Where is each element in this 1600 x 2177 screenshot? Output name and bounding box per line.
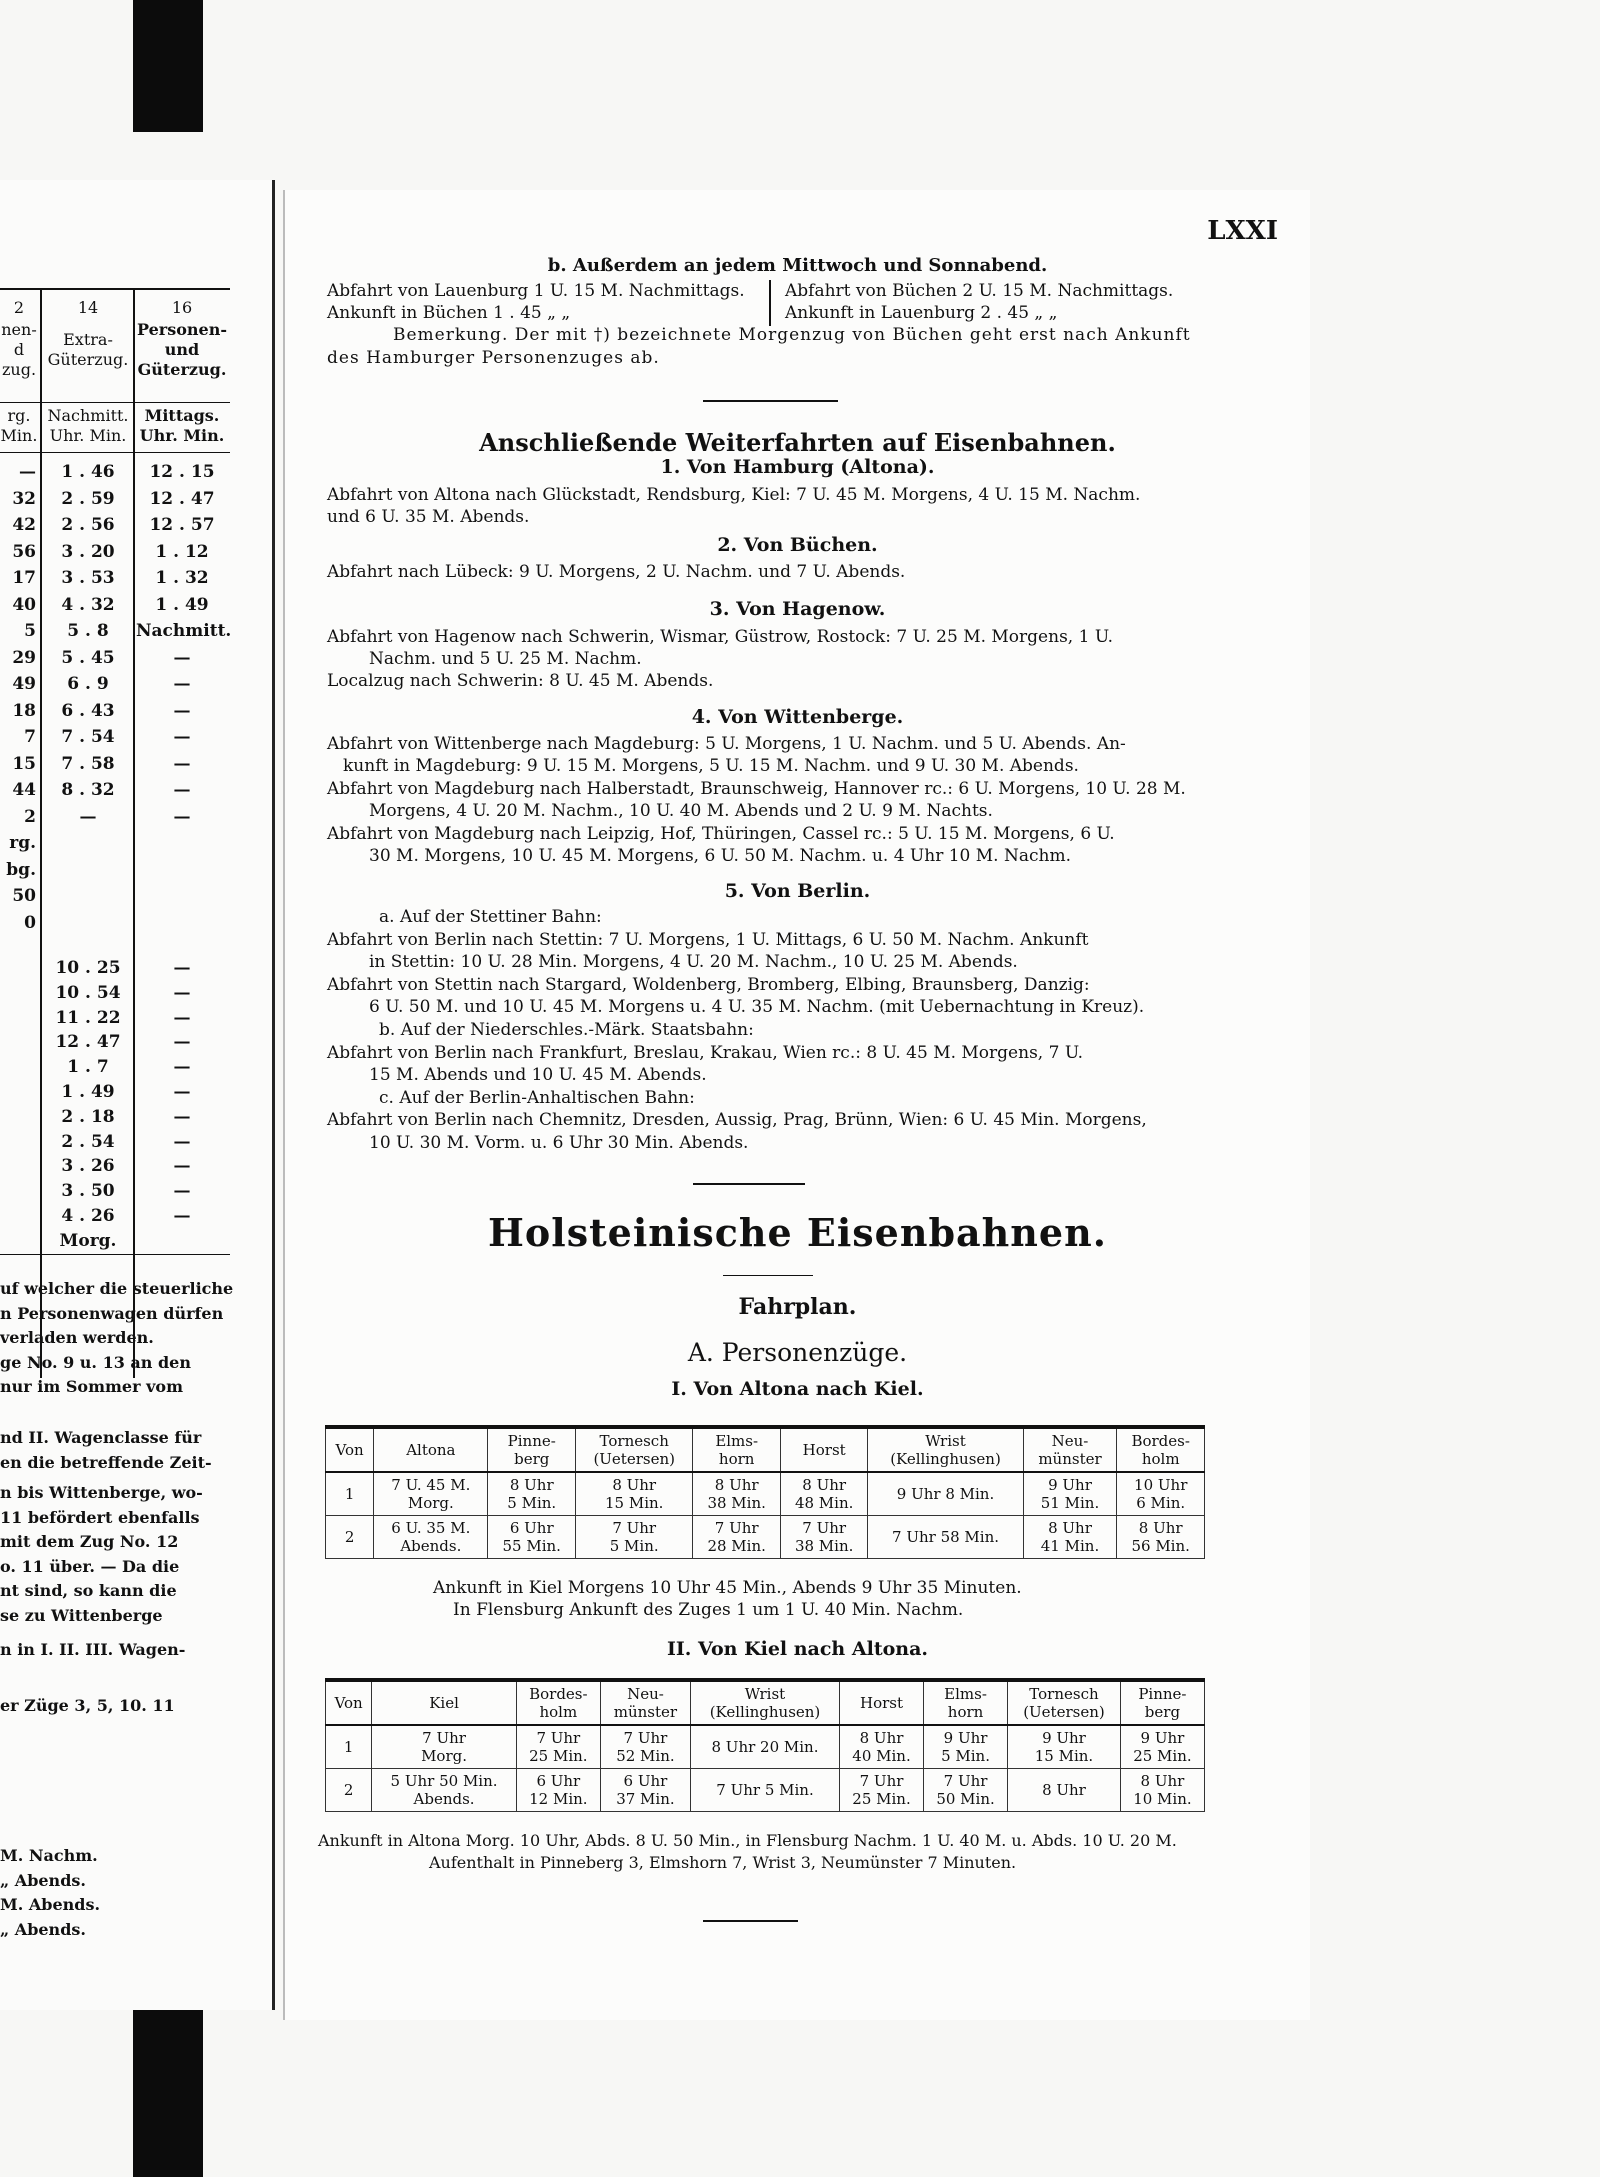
section-b-line: Ankunft in Büchen 1 . 45 „ „ — [327, 303, 571, 323]
divider-rule — [693, 1183, 805, 1185]
column-header: Pinne- berg — [1120, 1680, 1204, 1725]
column-header: Tornesch (Uetersen) — [1008, 1680, 1121, 1725]
paragraph-line: Nachm. und 5 U. 25 M. Nachm. — [369, 649, 642, 669]
note-line: o. 11 über. — Da die — [0, 1556, 180, 1576]
table-cell: 2 . 59 — [61, 488, 115, 509]
table-cell: 7 U. 45 M. Morg. — [374, 1472, 488, 1516]
paragraph-line: Abfahrt von Wittenberge nach Magdeburg: 5 U. Morgens, 1 U. Nachm. und 5 U. Abends. An- — [327, 734, 1126, 754]
note-line: uf welcher die steuerliche — [0, 1279, 234, 1298]
anschluss-title: Anschließende Weiterfahrten auf Eisenbahnen. — [479, 428, 1116, 457]
paragraph-line: Abfahrt von Berlin nach Frankfurt, Breslau, Krakau, Wien rc.: 8 U. 45 M. Morgens, 7 U. — [327, 1042, 1083, 1063]
table-cell: 6 . 43 — [61, 700, 115, 721]
note-line: mit dem Zug No. 12 — [0, 1532, 179, 1551]
table-cell: 1 . 7 — [67, 1057, 109, 1078]
table-cell: 1 . 12 — [155, 541, 209, 562]
table-2-note: Ankunft in Altona Morg. 10 Uhr, Abds. 8 U. 50 Min., in Flensburg Nachm. 1 U. 40 M. u. Abds. 10 U. 20 M. — [318, 1831, 1177, 1850]
table-cell: 44 — [12, 780, 36, 800]
left-table-top-rule — [0, 288, 230, 290]
sub-header: Nachmitt. Uhr. Min. — [47, 406, 129, 445]
table-cell: — — [79, 806, 97, 827]
table-cell: 7 Uhr 58 Min. — [868, 1516, 1023, 1559]
table-cell: 3 . 53 — [61, 568, 115, 588]
table-2-title: II. Von Kiel nach Altona. — [666, 1638, 929, 1660]
table-cell: 8 Uhr 38 Min. — [693, 1472, 781, 1516]
table-cell: — — [173, 700, 191, 721]
table-cell: 6 U. 35 M. Abends. — [374, 1516, 488, 1559]
table-cell: 3 . 26 — [61, 1156, 115, 1177]
note-line: n in I. II. III. Wagen- — [0, 1640, 186, 1659]
table-cell: — — [19, 462, 36, 482]
paragraph-line: kunft in Magdeburg: 9 U. 15 M. Morgens, 5 U. 15 M. Nachm. und 9 U. 30 M. Abends. — [343, 756, 1079, 777]
column-header: Bordes- holm — [516, 1680, 600, 1725]
divider-rule — [723, 1275, 813, 1276]
table-cell: 1 . 32 — [155, 568, 209, 588]
section-3-title: 3. Von Hagenow. — [709, 598, 886, 620]
timetable-altona-kiel — [325, 1425, 1205, 1559]
table-cell: — — [173, 1156, 191, 1177]
right-page — [283, 190, 1310, 2020]
note-line: er Züge 3, 5, 10. 11 — [0, 1696, 175, 1715]
table-cell: 7 Uhr 28 Min. — [693, 1516, 781, 1559]
page-number: LXXI — [1207, 216, 1278, 246]
table-cell: 1 . 49 — [155, 594, 209, 615]
table-1-note: Ankunft in Kiel Morgens 10 Uhr 45 Min., Abends 9 Uhr 35 Minuten. — [433, 1578, 1022, 1598]
section-b-line: Ankunft in Lauenburg 2 . 45 „ „ — [785, 303, 1058, 323]
personenzuege-title: A. Personenzüge. — [687, 1338, 908, 1367]
column-header: Horst — [780, 1427, 868, 1472]
table-cell: 12 . 47 — [55, 1032, 121, 1053]
table-row — [326, 1516, 1205, 1559]
table-cell: 8 . 32 — [61, 780, 115, 800]
paragraph-line: Abfahrt von Altona nach Glückstadt, Rendsburg, Kiel: 7 U. 45 M. Morgens, 4 U. 15 M. Nachm. — [327, 485, 1141, 505]
divider-rule — [703, 1920, 798, 1922]
section-4-title: 4. Von Wittenberge. — [691, 706, 904, 728]
table-cell: 4 . 26 — [61, 1206, 115, 1226]
table-cell: 5 — [24, 621, 36, 641]
table-cell: — — [173, 1007, 191, 1028]
note-line: 11 befördert ebenfalls — [0, 1507, 200, 1527]
table-1-title: I. Von Altona nach Kiel. — [671, 1378, 924, 1400]
note-line: verladen werden. — [0, 1328, 154, 1347]
table-cell: 7 . 58 — [61, 753, 115, 774]
column-header: Von — [326, 1427, 374, 1472]
table-cell: 6 Uhr 55 Min. — [488, 1516, 576, 1559]
paragraph-line: in Stettin: 10 U. 28 Min. Morgens, 4 U. 20 M. Nachm., 10 U. 25 M. Abends. — [369, 952, 1018, 973]
table-cell: 9 Uhr 8 Min. — [868, 1472, 1023, 1516]
table-cell: 5 . 8 — [67, 621, 109, 641]
table-cell: 1 — [326, 1472, 374, 1516]
table-cell: 6 Uhr 37 Min. — [600, 1769, 690, 1812]
table-cell: 6 . 9 — [67, 674, 109, 694]
column-header: Bordes- holm — [1117, 1427, 1205, 1472]
table-cell: 2 — [326, 1516, 374, 1559]
table-cell: 7 Uhr 25 Min. — [840, 1769, 924, 1812]
table-cell: 7 Uhr 25 Min. — [516, 1725, 600, 1769]
col-header-label: Personen- und Güterzug. — [137, 320, 227, 379]
table-cell: 49 — [12, 674, 36, 694]
fahrplan-title: Fahrplan. — [738, 1294, 857, 1320]
table-cell: 9 Uhr 15 Min. — [1008, 1725, 1121, 1769]
table-cell: 3 . 50 — [61, 1181, 115, 1202]
paragraph-line: Abfahrt nach Lübeck: 9 U. Morgens, 2 U. Nachm. und 7 U. Abends. — [327, 562, 906, 582]
table-cell: — — [173, 1057, 191, 1078]
table-cell: 29 — [12, 647, 36, 668]
table-cell: 6 Uhr 12 Min. — [516, 1769, 600, 1812]
holstein-title: Holsteinische Eisenbahnen. — [488, 1210, 1107, 1255]
table-cell: 1 . 46 — [61, 462, 115, 482]
table-cell: 8 Uhr — [1008, 1769, 1121, 1812]
table-cell: 18 — [12, 700, 36, 721]
table-cell: 2 — [326, 1769, 372, 1812]
table-row — [326, 1472, 1205, 1516]
table-cell: 9 Uhr 51 Min. — [1023, 1472, 1117, 1516]
paragraph-line: Localzug nach Schwerin: 8 U. 45 M. Abends. — [327, 671, 714, 691]
table-cell: 7 Uhr 52 Min. — [600, 1725, 690, 1769]
note-line: ge No. 9 u. 13 an den — [0, 1352, 191, 1372]
table-cell: 8 Uhr 20 Min. — [690, 1725, 839, 1769]
table-cell: — — [173, 1131, 191, 1152]
table-cell: 1 — [326, 1725, 372, 1769]
table-cell: 4 . 32 — [61, 594, 115, 615]
table-cell: — — [173, 780, 191, 800]
table-cell: 15 — [12, 753, 36, 774]
paragraph-line: c. Auf der Berlin-Anhaltischen Bahn: — [379, 1087, 695, 1108]
paragraph-line: a. Auf der Stettiner Bahn: — [379, 907, 602, 927]
column-header: Elms- horn — [693, 1427, 781, 1472]
col-header-label: nen- d zug. — [1, 320, 37, 379]
col-header-number: 2 — [13, 298, 25, 317]
note-line: „ Abends. — [0, 1919, 86, 1939]
paragraph-line: 30 M. Morgens, 10 U. 45 M. Morgens, 6 U. 50 M. Nachm. u. 4 Uhr 10 M. Nachm. — [369, 846, 1071, 866]
column-header: Neu- münster — [1023, 1427, 1117, 1472]
table-cell: — — [173, 1206, 191, 1226]
table-cell: 7 — [24, 727, 36, 747]
paragraph-line: Abfahrt von Magdeburg nach Halberstadt, Braunschweig, Hannover rc.: 6 U. Morgens, 10 U. 28 M. — [327, 778, 1186, 799]
note-line: nur im Sommer vom — [0, 1377, 184, 1396]
table-1-note: In Flensburg Ankunft des Zuges 1 um 1 U. 40 Min. Nachm. — [453, 1600, 964, 1620]
left-page — [0, 180, 275, 2010]
note-line: „ Abends. — [0, 1870, 86, 1890]
column-header: Tornesch (Uetersen) — [575, 1427, 692, 1472]
column-header: Neu- münster — [600, 1680, 690, 1725]
section-2-title: 2. Von Büchen. — [717, 534, 878, 556]
column-header: Altona — [374, 1427, 488, 1472]
table-cell: 8 Uhr 40 Min. — [840, 1725, 924, 1769]
left-header-rule — [0, 402, 230, 403]
table-cell: 8 Uhr 10 Min. — [1120, 1769, 1204, 1812]
table-2-note: Aufenthalt in Pinneberg 3, Elmshorn 7, Wrist 3, Neumünster 7 Minuten. — [429, 1853, 1017, 1872]
paragraph-line: Abfahrt von Stettin nach Stargard, Woldenberg, Bromberg, Elbing, Braunsberg, Danzig: — [327, 974, 1090, 995]
table-cell: 5 Uhr 50 Min. Abends. — [372, 1769, 517, 1812]
table-cell: 50 — [12, 886, 36, 906]
table-cell: — — [173, 958, 191, 978]
table-cell: 7 Uhr 5 Min. — [575, 1516, 692, 1559]
table-cell: 0 — [24, 912, 36, 933]
paragraph-line: Abfahrt von Berlin nach Stettin: 7 U. Morgens, 1 U. Mittags, 6 U. 50 M. Nachm. Ankunft — [327, 929, 1089, 950]
table-cell: 8 Uhr 41 Min. — [1023, 1516, 1117, 1559]
table-cell: 7 . 54 — [61, 727, 115, 747]
bemerkung-text: Bemerkung. Der mit †) bezeichnete Morgenzug von Büchen geht erst nach Ankunft — [393, 325, 1191, 345]
table-cell: 10 . 54 — [55, 982, 121, 1003]
table-cell: bg. — [6, 859, 36, 880]
note-line: en die betreffende Zeit- — [0, 1452, 212, 1472]
table-cell: 10 Uhr 6 Min. — [1117, 1472, 1205, 1516]
table-cell: 8 Uhr 5 Min. — [488, 1472, 576, 1516]
paragraph-line: 10 U. 30 M. Vorm. u. 6 Uhr 30 Min. Abends. — [369, 1133, 749, 1153]
table-cell: 12 . 57 — [149, 515, 215, 535]
divider-rule — [703, 400, 838, 402]
table-cell: — — [173, 647, 191, 668]
table-cell: — — [173, 1106, 191, 1127]
table-cell: 42 — [12, 515, 36, 535]
table-cell: — — [173, 753, 191, 774]
paragraph-line: Abfahrt von Magdeburg nach Leipzig, Hof, Thüringen, Cassel rc.: 5 U. 15 M. Morgens, 6 U. — [327, 823, 1115, 844]
paragraph-line: b. Auf der Niederschles.-Märk. Staatsbahn: — [379, 1020, 754, 1040]
table-cell: 5 . 45 — [61, 647, 115, 668]
note-line: n Personenwagen dürfen — [0, 1303, 224, 1323]
table-cell: — — [173, 1181, 191, 1202]
table-cell: 2 — [24, 806, 36, 827]
table-cell: 1 . 49 — [61, 1082, 115, 1102]
table-cell: — — [173, 982, 191, 1003]
table-cell: 9 Uhr 5 Min. — [924, 1725, 1008, 1769]
left-notes-rule — [0, 1254, 230, 1255]
section-1-title: 1. Von Hamburg (Altona). — [660, 456, 935, 478]
table-cell: 8 Uhr 15 Min. — [575, 1472, 692, 1516]
table-cell: 2 . 18 — [61, 1106, 115, 1127]
table-cell: 7 Uhr Morg. — [372, 1725, 517, 1769]
table-cell: Morg. — [59, 1230, 117, 1251]
table-cell: — — [173, 806, 191, 827]
section-b-line: Abfahrt von Büchen 2 U. 15 M. Nachmittags. — [785, 281, 1174, 301]
table-cell: 7 Uhr 38 Min. — [780, 1516, 868, 1559]
section-5-title: 5. Von Berlin. — [724, 880, 871, 902]
table-cell: 8 Uhr 48 Min. — [780, 1472, 868, 1516]
column-header: Kiel — [372, 1680, 517, 1725]
section-b-divider — [769, 280, 771, 326]
table-cell: 17 — [12, 568, 36, 588]
table-cell: 2 . 56 — [61, 515, 115, 535]
binding-gap — [133, 132, 203, 182]
table-cell: Nachmitt. — [136, 621, 232, 641]
section-b-title: b. Außerdem an jedem Mittwoch und Sonnabend. — [547, 255, 1048, 276]
table-cell: 12 . 47 — [149, 488, 215, 509]
paragraph-line: 6 U. 50 M. und 10 U. 45 M. Morgens u. 4 U. 35 M. Nachm. (mit Uebernachtung in Kreuz). — [369, 997, 1145, 1018]
column-header: Horst — [840, 1680, 924, 1725]
table-cell: 10 . 25 — [55, 958, 121, 978]
note-line: se zu Wittenberge — [0, 1605, 163, 1625]
table-cell: — — [173, 727, 191, 747]
column-header: Wrist (Kellinghusen) — [868, 1427, 1023, 1472]
note-line: M. Nachm. — [0, 1846, 98, 1865]
table-cell: 2 . 54 — [61, 1131, 115, 1152]
note-line: M. Abends. — [0, 1895, 101, 1914]
paragraph-line: Abfahrt von Berlin nach Chemnitz, Dresden, Aussig, Prag, Brünn, Wien: 6 U. 45 Min. Morgens, — [327, 1110, 1147, 1131]
table-cell: — — [173, 1032, 191, 1053]
left-subheader-rule — [0, 452, 230, 453]
table-cell: 12 . 15 — [149, 462, 215, 482]
paragraph-line: Abfahrt von Hagenow nach Schwerin, Wismar, Güstrow, Rostock: 7 U. 25 M. Morgens, 1 U. — [327, 627, 1113, 647]
table-cell: 32 — [12, 488, 36, 509]
paragraph-line: 15 M. Abends und 10 U. 45 M. Abends. — [369, 1065, 707, 1086]
table-cell: 11 . 22 — [55, 1007, 121, 1028]
bemerkung-text: des Hamburger Personenzuges ab. — [327, 348, 660, 368]
note-line: nd II. Wagenclasse für — [0, 1428, 202, 1447]
table-cell: 7 Uhr 50 Min. — [924, 1769, 1008, 1812]
table-cell: — — [173, 674, 191, 694]
sub-header: rg. Min. — [0, 406, 38, 445]
col-header-number: 14 — [77, 298, 99, 317]
col-header-label: Extra- Güterzug. — [47, 330, 129, 369]
sub-header: Mittags. Uhr. Min. — [139, 406, 225, 445]
column-header: Elms- horn — [924, 1680, 1008, 1725]
table-cell: — — [173, 1082, 191, 1102]
paragraph-line: und 6 U. 35 M. Abends. — [327, 507, 530, 527]
table-row — [326, 1725, 1205, 1769]
column-header: Von — [326, 1680, 372, 1725]
table-cell: 3 . 20 — [61, 541, 115, 562]
column-header: Pinne- berg — [488, 1427, 576, 1472]
col-header-number: 16 — [171, 298, 193, 317]
paragraph-line: Morgens, 4 U. 20 M. Nachm., 10 U. 40 M. Abends und 2 U. 9 M. Nachts. — [369, 801, 993, 822]
table-row — [326, 1769, 1205, 1812]
note-line: nt sind, so kann die — [0, 1581, 177, 1600]
table-cell: 9 Uhr 25 Min. — [1120, 1725, 1204, 1769]
section-b-line: Abfahrt von Lauenburg 1 U. 15 M. Nachmittags. — [327, 281, 745, 301]
note-line: n bis Wittenberge, wo- — [0, 1483, 203, 1502]
table-cell: 8 Uhr 56 Min. — [1117, 1516, 1205, 1559]
table-cell: rg. — [9, 833, 36, 853]
timetable-kiel-altona — [325, 1678, 1205, 1812]
table-cell: 56 — [12, 541, 36, 562]
table-cell: 7 Uhr 5 Min. — [690, 1769, 839, 1812]
table-cell: 40 — [12, 594, 36, 615]
column-header: Wrist (Kellinghusen) — [690, 1680, 839, 1725]
